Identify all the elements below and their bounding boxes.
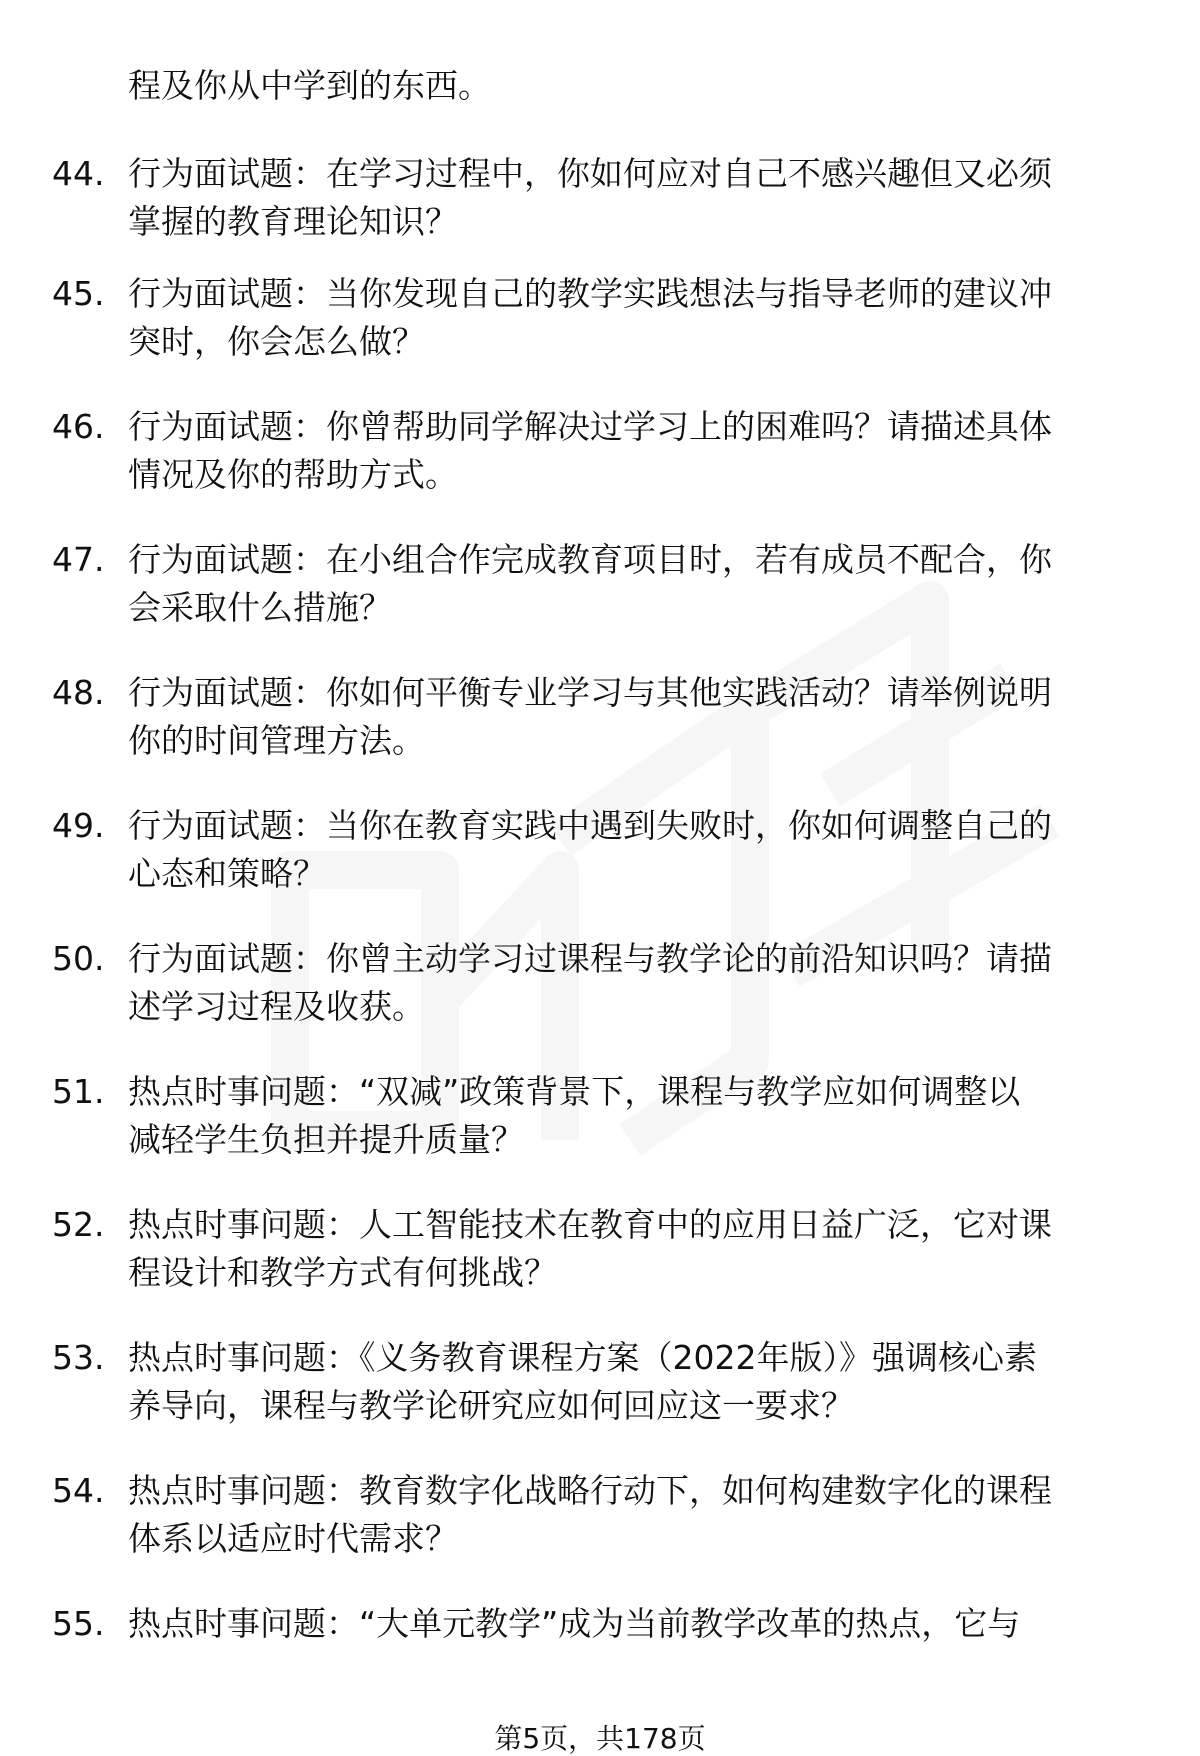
question-line: 行为面试题：当你在教育实践中遇到失败时，你如何调整自己的 xyxy=(128,806,1052,845)
question-line: 行为面试题：当你发现自己的教学实践想法与指导老师的建议冲 xyxy=(128,274,1052,313)
question-number: 45. xyxy=(52,274,105,313)
question-line: 行为面试题：你曾主动学习过课程与教学论的前沿知识吗？请描 xyxy=(128,939,1052,978)
question-line: 程设计和教学方式有何挑战？ xyxy=(128,1253,557,1292)
question-text xyxy=(128,802,1152,898)
question-text xyxy=(128,270,1152,366)
question-text xyxy=(128,1600,1152,1648)
question-text xyxy=(128,1334,1152,1430)
page-number-footer: 第5页，共178页 xyxy=(494,1722,706,1755)
question-line: 行为面试题：在小组合作完成教育项目时，若有成员不配合，你 xyxy=(128,540,1052,579)
question-text xyxy=(128,1068,1152,1164)
question-line: 行为面试题：在学习过程中，你如何应对自己不感兴趣但又必须 xyxy=(128,154,1052,193)
question-text xyxy=(128,1201,1152,1297)
question-number: 52. xyxy=(52,1205,105,1244)
continued-text-line: 程及你从中学到的东西。 xyxy=(128,66,491,105)
question-line: 会采取什么措施？ xyxy=(128,588,392,627)
question-number: 47. xyxy=(52,540,105,579)
question-text xyxy=(128,669,1152,765)
question-line: 热点时事问题：“双减”政策背景下，课程与教学应如何调整以 xyxy=(128,1072,1021,1111)
question-number: 49. xyxy=(52,806,105,845)
question-number: 50. xyxy=(52,939,105,978)
question-number: 48. xyxy=(52,673,105,712)
question-text xyxy=(128,935,1152,1031)
question-line: 热点时事问题：《义务教育课程方案（2022年版）》强调核心素 xyxy=(128,1338,1037,1377)
question-line: 体系以适应时代需求？ xyxy=(128,1519,458,1558)
question-number: 51. xyxy=(52,1072,105,1111)
question-line: 热点时事问题：教育数字化战略行动下，如何构建数字化的课程 xyxy=(128,1471,1052,1510)
question-line: 掌握的教育理论知识？ xyxy=(128,202,458,241)
question-text xyxy=(128,403,1152,499)
question-text xyxy=(128,1467,1152,1563)
question-line: 热点时事问题：“大单元教学”成为当前教学改革的热点，它与 xyxy=(128,1604,1021,1643)
question-line: 情况及你的帮助方式。 xyxy=(128,455,458,494)
question-number: 54. xyxy=(52,1471,105,1510)
question-line: 行为面试题：你曾帮助同学解决过学习上的困难吗？请描述具体 xyxy=(128,407,1052,446)
question-line: 热点时事问题：人工智能技术在教育中的应用日益广泛，它对课 xyxy=(128,1205,1052,1244)
question-line: 突时，你会怎么做？ xyxy=(128,322,425,361)
question-line: 心态和策略？ xyxy=(128,854,326,893)
question-text xyxy=(128,536,1152,632)
question-number: 44. xyxy=(52,154,105,193)
question-number: 53. xyxy=(52,1338,105,1377)
question-text xyxy=(128,150,1152,246)
question-line: 行为面试题：你如何平衡专业学习与其他实践活动？请举例说明 xyxy=(128,673,1052,712)
question-number: 46. xyxy=(52,407,105,446)
question-line: 养导向，课程与教学论研究应如何回应这一要求？ xyxy=(128,1386,854,1425)
question-number: 55. xyxy=(52,1604,105,1643)
question-line: 你的时间管理方法。 xyxy=(128,721,425,760)
question-line: 述学习过程及收获。 xyxy=(128,987,425,1026)
question-line: 减轻学生负担并提升质量？ xyxy=(128,1120,524,1159)
